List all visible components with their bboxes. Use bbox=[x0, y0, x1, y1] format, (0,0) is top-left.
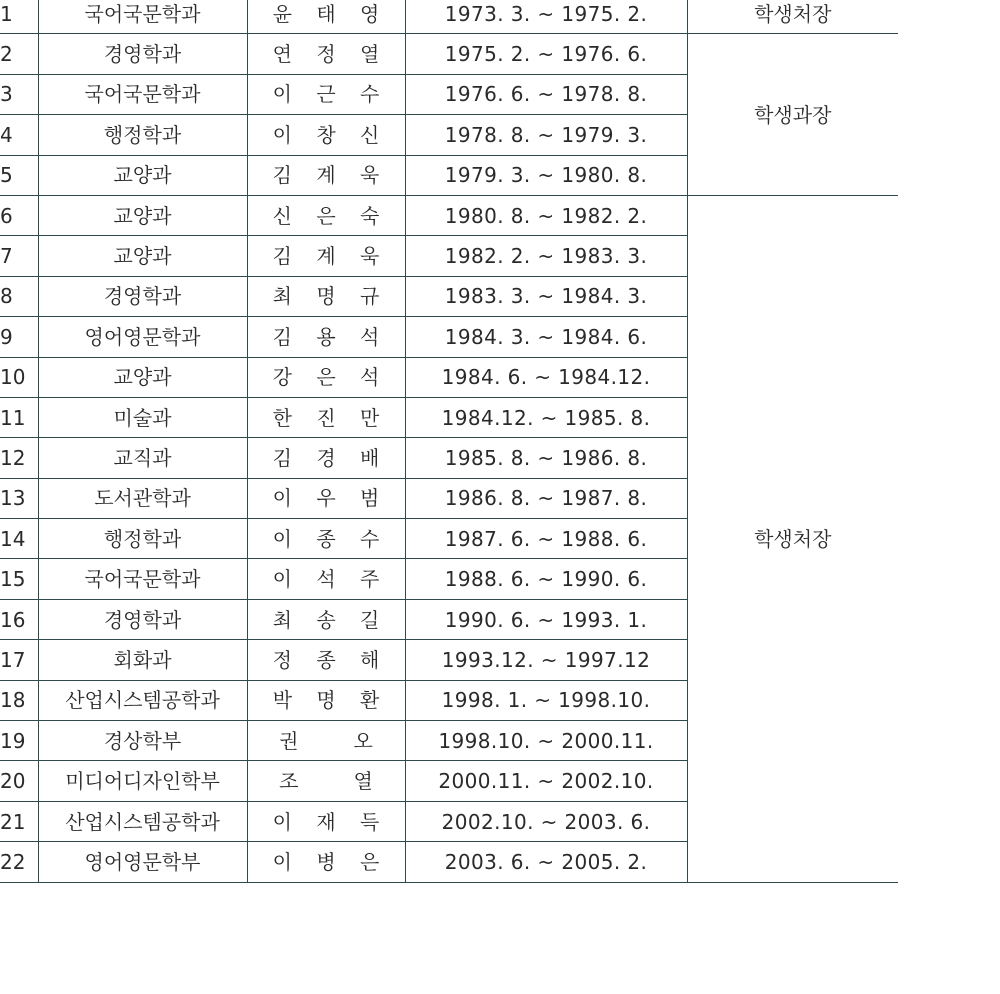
name-cell: 연 정 열 bbox=[247, 34, 405, 74]
period-cell: 2003. 6. ~ 2005. 2. bbox=[405, 842, 687, 882]
period-cell: 1984. 3. ~ 1984. 6. bbox=[405, 317, 687, 357]
row-number: 14 bbox=[0, 519, 38, 559]
name-cell: 조 열 bbox=[247, 761, 405, 801]
period-cell: 1976. 6. ~ 1978. 8. bbox=[405, 74, 687, 114]
department-cell: 도서관학과 bbox=[38, 478, 247, 518]
row-number: 11 bbox=[0, 397, 38, 437]
name-cell: 한 진 만 bbox=[247, 397, 405, 437]
department-cell: 미디어디자인학부 bbox=[38, 761, 247, 801]
period-cell: 1978. 8. ~ 1979. 3. bbox=[405, 115, 687, 155]
department-cell: 경상학부 bbox=[38, 721, 247, 761]
period-cell: 1988. 6. ~ 1990. 6. bbox=[405, 559, 687, 599]
department-cell: 행정학과 bbox=[38, 519, 247, 559]
row-number: 17 bbox=[0, 640, 38, 680]
row-number: 16 bbox=[0, 599, 38, 639]
row-number: 6 bbox=[0, 195, 38, 235]
row-number: 18 bbox=[0, 680, 38, 720]
table-row bbox=[0, 34, 898, 74]
row-number: 8 bbox=[0, 276, 38, 316]
name-cell: 정 종 해 bbox=[247, 640, 405, 680]
row-number: 2 bbox=[0, 34, 38, 74]
name-cell: 김 용 석 bbox=[247, 317, 405, 357]
name-cell: 강 은 석 bbox=[247, 357, 405, 397]
department-cell: 교양과 bbox=[38, 236, 247, 276]
name-cell: 이 재 득 bbox=[247, 801, 405, 841]
department-cell: 교양과 bbox=[38, 357, 247, 397]
name-cell: 김 계 욱 bbox=[247, 155, 405, 195]
department-cell: 미술과 bbox=[38, 397, 247, 437]
name-cell: 신 은 숙 bbox=[247, 195, 405, 235]
name-cell: 이 우 범 bbox=[247, 478, 405, 518]
department-cell: 교양과 bbox=[38, 195, 247, 235]
department-cell: 경영학과 bbox=[38, 599, 247, 639]
row-number: 3 bbox=[0, 74, 38, 114]
name-cell: 이 종 수 bbox=[247, 519, 405, 559]
department-cell: 영어영문학과 bbox=[38, 317, 247, 357]
department-cell: 행정학과 bbox=[38, 115, 247, 155]
name-cell: 이 창 신 bbox=[247, 115, 405, 155]
title-cell: 학생처장 bbox=[687, 195, 898, 882]
row-number: 10 bbox=[0, 357, 38, 397]
department-cell: 국어국문학과 bbox=[38, 0, 247, 34]
row-number: 1 bbox=[0, 0, 38, 34]
row-number: 15 bbox=[0, 559, 38, 599]
name-cell: 이 병 은 bbox=[247, 842, 405, 882]
row-number: 5 bbox=[0, 155, 38, 195]
period-cell: 1984.12. ~ 1985. 8. bbox=[405, 397, 687, 437]
department-cell: 교직과 bbox=[38, 438, 247, 478]
row-number: 4 bbox=[0, 115, 38, 155]
name-cell: 김 계 욱 bbox=[247, 236, 405, 276]
period-cell: 2000.11. ~ 2002.10. bbox=[405, 761, 687, 801]
department-cell: 경영학과 bbox=[38, 34, 247, 74]
row-number: 21 bbox=[0, 801, 38, 841]
row-number: 7 bbox=[0, 236, 38, 276]
name-cell: 박 명 환 bbox=[247, 680, 405, 720]
name-cell: 윤 태 영 bbox=[247, 0, 405, 34]
period-cell: 1986. 8. ~ 1987. 8. bbox=[405, 478, 687, 518]
row-number: 19 bbox=[0, 721, 38, 761]
period-cell: 1973. 3. ~ 1975. 2. bbox=[405, 0, 687, 34]
name-cell: 최 송 길 bbox=[247, 599, 405, 639]
name-cell: 김 경 배 bbox=[247, 438, 405, 478]
period-cell: 1998.10. ~ 2000.11. bbox=[405, 721, 687, 761]
period-cell: 1985. 8. ~ 1986. 8. bbox=[405, 438, 687, 478]
period-cell: 1998. 1. ~ 1998.10. bbox=[405, 680, 687, 720]
department-cell: 영어영문학부 bbox=[38, 842, 247, 882]
department-cell: 산업시스템공학과 bbox=[38, 680, 247, 720]
name-cell: 권 오 bbox=[247, 721, 405, 761]
row-number: 22 bbox=[0, 842, 38, 882]
period-cell: 1984. 6. ~ 1984.12. bbox=[405, 357, 687, 397]
name-cell: 최 명 규 bbox=[247, 276, 405, 316]
name-cell: 이 석 주 bbox=[247, 559, 405, 599]
period-cell: 1980. 8. ~ 1982. 2. bbox=[405, 195, 687, 235]
table-row bbox=[0, 195, 898, 235]
period-cell: 2002.10. ~ 2003. 6. bbox=[405, 801, 687, 841]
period-cell: 1979. 3. ~ 1980. 8. bbox=[405, 155, 687, 195]
department-cell: 경영학과 bbox=[38, 276, 247, 316]
row-number: 12 bbox=[0, 438, 38, 478]
period-cell: 1975. 2. ~ 1976. 6. bbox=[405, 34, 687, 74]
period-cell: 1993.12. ~ 1997.12 bbox=[405, 640, 687, 680]
department-cell: 회화과 bbox=[38, 640, 247, 680]
row-number: 9 bbox=[0, 317, 38, 357]
department-cell: 국어국문학과 bbox=[38, 74, 247, 114]
department-cell: 국어국문학과 bbox=[38, 559, 247, 599]
period-cell: 1987. 6. ~ 1988. 6. bbox=[405, 519, 687, 559]
department-cell: 산업시스템공학과 bbox=[38, 801, 247, 841]
department-cell: 교양과 bbox=[38, 155, 247, 195]
row-number: 20 bbox=[0, 761, 38, 801]
row-number: 13 bbox=[0, 478, 38, 518]
period-cell: 1982. 2. ~ 1983. 3. bbox=[405, 236, 687, 276]
period-cell: 1983. 3. ~ 1984. 3. bbox=[405, 276, 687, 316]
title-cell: 학생처장 bbox=[687, 0, 898, 34]
table-row bbox=[0, 0, 898, 34]
title-cell: 학생과장 bbox=[687, 34, 898, 196]
period-cell: 1990. 6. ~ 1993. 1. bbox=[405, 599, 687, 639]
name-cell: 이 근 수 bbox=[247, 74, 405, 114]
